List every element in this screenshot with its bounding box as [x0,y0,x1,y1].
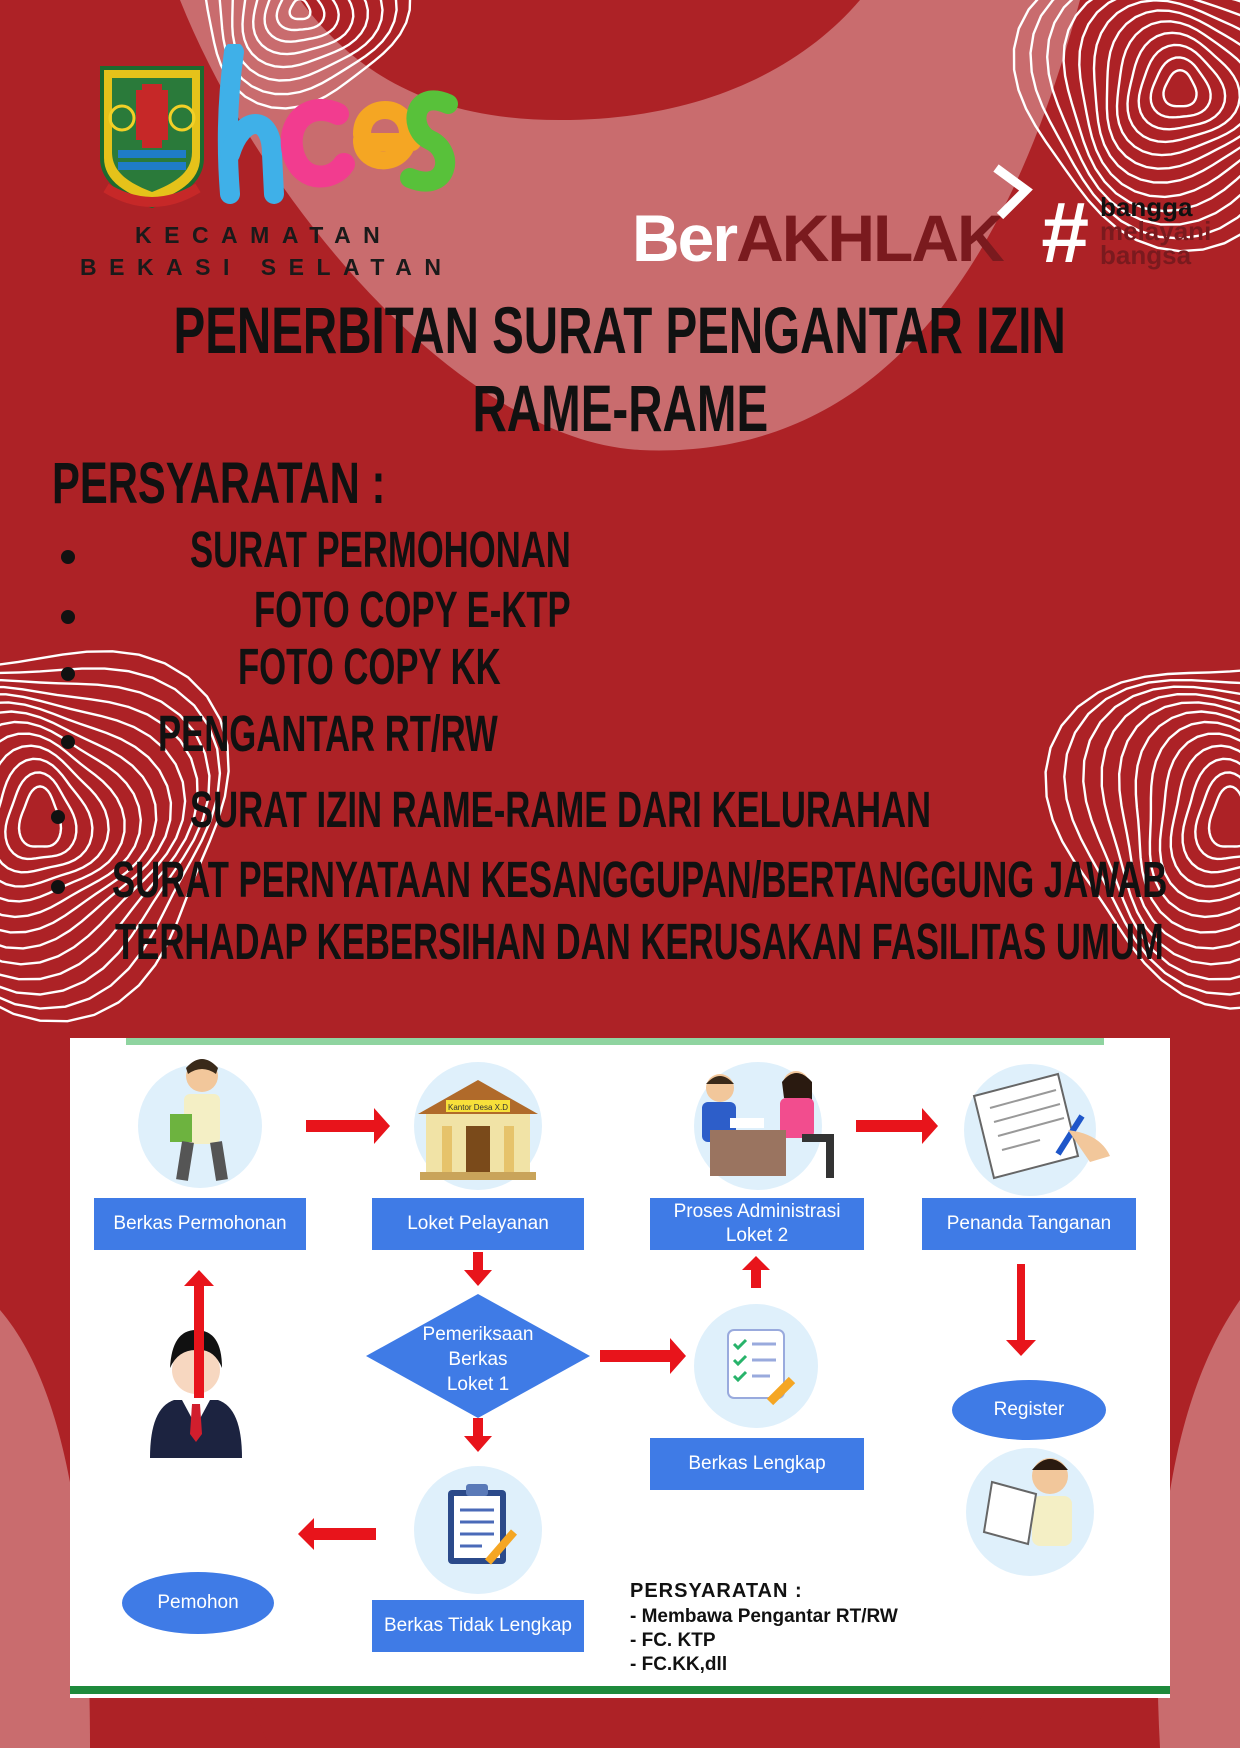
hashtag-word-bangga: bangga [1100,192,1193,222]
register-label: Register [952,1380,1106,1440]
requirement-item-continuation: TERHADAP KEBERSIHAN DAN KERUSAKAN FASILITAS UMUM [115,913,1164,970]
bullet-point [51,880,65,894]
proses-line2: Loket 2 [725,1225,789,1246]
pemeriksaan-line3: Loket 1 [446,1374,510,1395]
requirement-item: FOTO COPY KK [238,638,501,695]
hashtag-word-bangsa: bangsa [1100,240,1192,270]
pemeriksaan-line1: Pemeriksaan [422,1324,534,1345]
hashtag-icon: # [1040,185,1088,281]
berakhlak-logo [632,200,1003,276]
pemohon-label: Pemohon [122,1572,274,1634]
requirement-item: SURAT PERMOHONAN [190,521,571,578]
bekasi-selatan-label: BEKASI SELATAN [80,254,454,280]
pemeriksaan-line2: Berkas [448,1349,508,1370]
flowchart-requirement-item: - Membawa Pengantar RT/RW [630,1606,898,1627]
page-title-line2: RAME-RAME [472,371,768,445]
checklist-icon [728,1330,792,1402]
bullet-point [61,667,75,681]
pemeriksaan-berkas-label [398,1322,558,1397]
chevron-right-icon [990,164,1034,220]
bullet-point [61,550,75,564]
page-title-line1: PENERBITAN SURAT PENGANTAR IZIN [173,293,1067,367]
berakhlak-akhlak-text: AKHLAK [736,201,1003,275]
kantor-desa-sign: Kantor Desa X.D [447,1103,509,1112]
penanda-tangan-label: Penanda Tanganan [922,1198,1136,1250]
requirements-heading: PERSYARATAN : [52,451,386,516]
clipboard-icon [448,1484,514,1564]
bullet-point [61,735,75,749]
requirement-item: SURAT PERNYATAAN KESANGGUPAN/BERTANGGUNG JAWAB [112,851,1168,908]
requirement-item: FOTO COPY E-KTP [254,581,571,638]
berakhlak-ber-text: Ber [632,201,737,275]
hcs-logo-icon [212,44,460,214]
berkas-permohonan-label: Berkas Permohonan [94,1198,306,1250]
bekasi-emblem-icon [96,60,208,212]
kecamatan-label: KECAMATAN [135,222,393,248]
flowchart-requirement-item: - FC. KTP [630,1630,716,1651]
bullet-point [61,610,75,624]
hashtag-word-melayani: melayani [1100,216,1212,246]
berkas-lengkap-label: Berkas Lengkap [650,1438,864,1490]
proses-line1: Proses Administrasi [673,1201,841,1222]
bullet-point [51,810,65,824]
flowchart-requirement-item: - FC.KK,dll [630,1654,728,1675]
requirement-item: PENGANTAR RT/RW [158,705,498,762]
loket-pelayanan-label: Loket Pelayanan [372,1198,584,1250]
proses-administrasi-label [650,1198,864,1250]
berkas-tidak-lengkap-label: Berkas Tidak Lengkap [372,1600,584,1652]
requirement-item: SURAT IZIN RAME-RAME DARI KELURAHAN [190,781,932,838]
flowchart-requirements-heading: PERSYARATAN : [630,1580,803,1602]
flowchart-panel [70,1038,1170,1698]
flow-arrows [184,1108,1036,1550]
